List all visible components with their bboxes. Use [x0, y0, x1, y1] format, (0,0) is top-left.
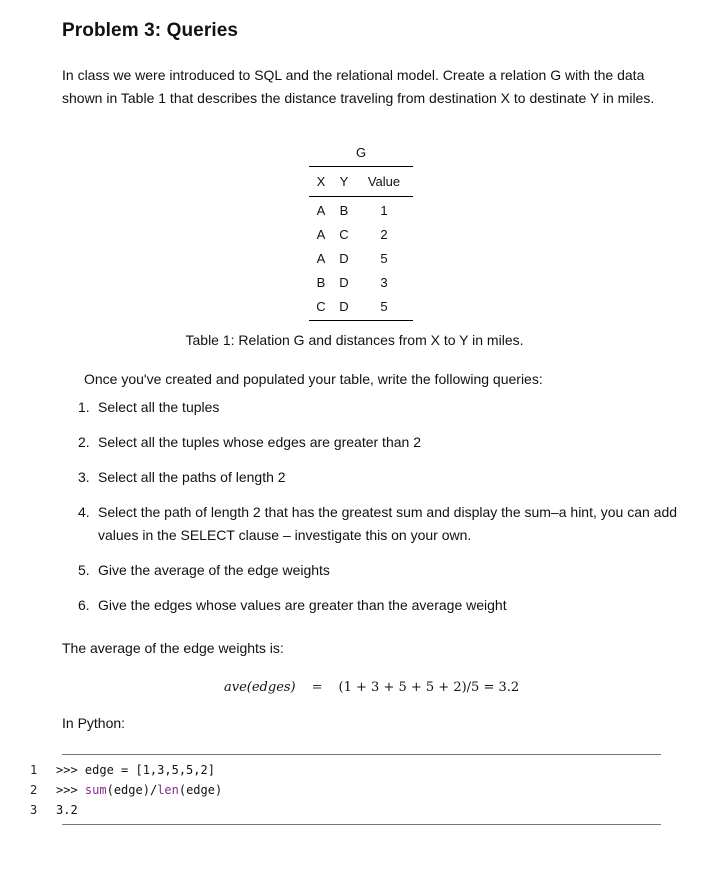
- code-top-rule: [62, 754, 661, 755]
- table-cell: B: [339, 202, 349, 218]
- average-lead: The average of the edge weights is:: [62, 640, 284, 656]
- queries-list: [78, 396, 678, 629]
- line-number: 3: [30, 803, 38, 817]
- list-item: [78, 431, 678, 454]
- list-number: 2.: [78, 434, 90, 450]
- list-item: [78, 466, 678, 489]
- table-cell: C: [316, 298, 326, 314]
- code-text: 3.2: [56, 803, 78, 817]
- table-cell: B: [316, 274, 326, 290]
- list-text: Select all the paths of length 2: [98, 469, 286, 485]
- python-lead: In Python:: [62, 715, 126, 731]
- list-text: Select all the tuples: [98, 399, 220, 415]
- equation-sign: =: [311, 680, 323, 695]
- table-caption: Table 1: Relation G and distances from X to Y in miles.: [185, 332, 524, 348]
- list-number: 6.: [78, 597, 90, 613]
- table-cell: D: [339, 274, 349, 290]
- table-cell: 1: [380, 202, 388, 218]
- code-text: >>>: [56, 783, 85, 797]
- list-number: 4.: [78, 504, 90, 520]
- list-item: [78, 396, 678, 419]
- code-text: (edge)/: [106, 783, 158, 797]
- table-header-row: [309, 170, 413, 192]
- line-number: 1: [30, 763, 38, 777]
- equation-rhs: (1 + 3 + 5 + 5 + 2)/5 = 3.2: [338, 680, 520, 695]
- relation-table: [309, 170, 413, 318]
- code-line: [30, 760, 222, 780]
- queries-lead: Once you've created and populated your table, write the following queries:: [84, 371, 543, 387]
- list-text: Select the path of length 2 that has the greatest sum and display the sum–a hint, you can add values in the SELECT clause – investigate this on your own.: [98, 504, 678, 543]
- table-cell: C: [339, 226, 349, 242]
- code-listing: [30, 760, 222, 820]
- code-line: [30, 780, 222, 800]
- list-number: 3.: [78, 469, 90, 485]
- code-bottom-rule: [62, 824, 661, 825]
- code-builtin: len: [157, 783, 179, 797]
- relation-name: G: [355, 145, 367, 160]
- table-cell: 5: [380, 250, 388, 266]
- intro-paragraph: In class we were introduced to SQL and the relational model. Create a relation G with the data shown in Table 1 that describes the distance traveling from destination X to destinate Y in miles.: [62, 67, 655, 106]
- table-cell: D: [339, 250, 349, 266]
- table-top-rule: [309, 166, 413, 167]
- table-row: [309, 270, 413, 294]
- list-item: [78, 501, 678, 547]
- code-text: >>> edge = [1,3,5,5,2]: [56, 763, 215, 777]
- table-cell: A: [316, 202, 326, 218]
- table-row: [309, 246, 413, 270]
- section-heading: Problem 3: Queries: [62, 20, 239, 41]
- list-item: [78, 559, 678, 582]
- column-header: Value: [367, 173, 401, 189]
- list-text: Give the average of the edge weights: [98, 562, 330, 578]
- list-item: [78, 594, 678, 617]
- code-text: (edge): [178, 783, 223, 797]
- table-row: [309, 192, 413, 222]
- list-text: Give the edges whose values are greater than the average weight: [98, 597, 507, 613]
- equation-lhs: ave(edges): [224, 680, 296, 695]
- table-cell: A: [316, 250, 326, 266]
- list-number: 5.: [78, 562, 90, 578]
- table-row: [309, 222, 413, 246]
- table-cell: 5: [380, 298, 388, 314]
- table-cell: D: [339, 298, 349, 314]
- table-cell: A: [316, 226, 326, 242]
- line-number: 2: [30, 783, 38, 797]
- code-line: [30, 800, 222, 820]
- table-cell: 2: [380, 226, 388, 242]
- table-cell: 3: [380, 274, 388, 290]
- column-header: Y: [339, 173, 349, 189]
- list-text: Select all the tuples whose edges are greater than 2: [98, 434, 421, 450]
- average-equation: [224, 680, 519, 695]
- table-row: [309, 294, 413, 318]
- column-header: X: [316, 173, 326, 189]
- code-builtin: sum: [84, 783, 107, 797]
- table-bottom-rule: [309, 320, 413, 321]
- list-number: 1.: [78, 399, 90, 415]
